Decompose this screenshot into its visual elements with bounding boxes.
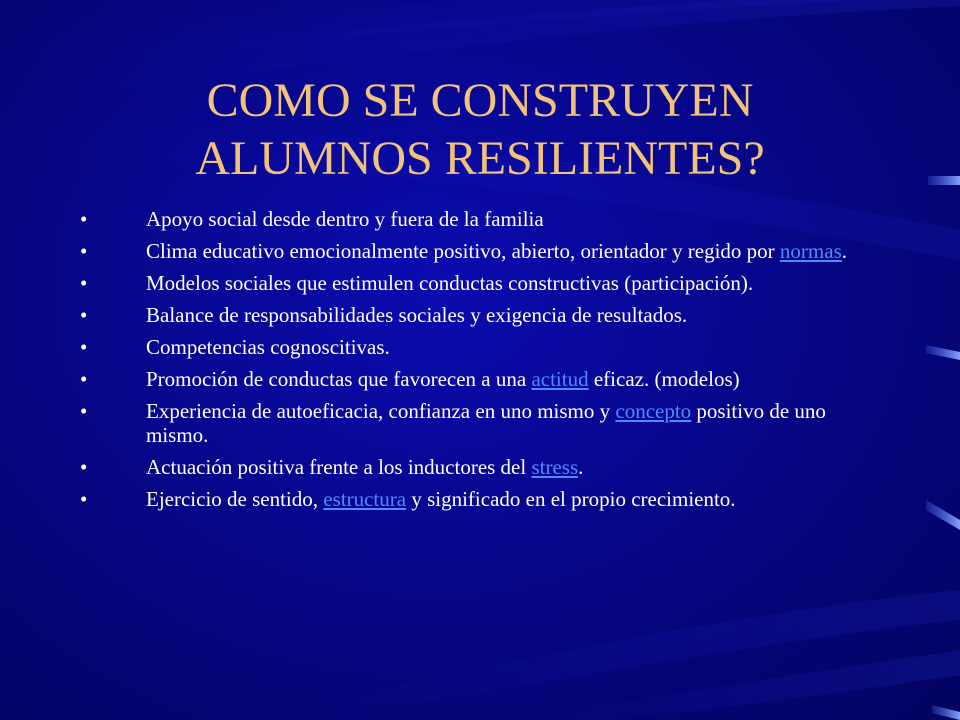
- bullet-marker: •: [80, 367, 88, 391]
- link-estructura[interactable]: estructura: [323, 487, 407, 511]
- bullet-text: positivo de uno mismo.: [146, 399, 826, 447]
- bullet-item: [80, 271, 870, 295]
- bullet-text: y significado en el propio crecimiento.: [406, 487, 736, 511]
- bullet-marker: •: [80, 455, 88, 479]
- link-normas[interactable]: normas: [779, 239, 842, 263]
- bullet-text: Actuación positiva frente a los inductores del: [146, 455, 532, 479]
- bullet-marker: •: [80, 207, 88, 231]
- bullet-item: [80, 207, 870, 231]
- bullet-marker: •: [80, 487, 88, 511]
- bullet-text: .: [578, 455, 584, 479]
- bullet-item: [80, 455, 870, 479]
- bullet-text: Modelos sociales que estimulen conductas constructivas (participación).: [146, 271, 754, 295]
- bullet-item: [80, 335, 870, 359]
- bullet-text: Promoción de conductas que favorecen a una: [146, 367, 532, 391]
- bullet-text: Competencias cognoscitivas.: [146, 335, 390, 359]
- bullet-text: eficaz. (modelos): [588, 367, 740, 391]
- bullet-item: [80, 239, 870, 263]
- link-stress[interactable]: stress: [531, 455, 579, 479]
- bullet-marker: •: [80, 271, 88, 295]
- slide-title: [60, 72, 900, 188]
- bullet-text: Balance de responsabilidades sociales y exigencia de resultados.: [146, 303, 688, 327]
- bullet-text: Clima educativo emocionalmente positivo, abierto, orientador y regido por: [146, 239, 780, 263]
- bullet-text: Experiencia de autoeficacia, confianza en uno mismo y: [146, 399, 616, 423]
- bullet-marker: •: [80, 239, 88, 263]
- bullet-item: [80, 303, 870, 327]
- bullet-text: Ejercicio de sentido,: [146, 487, 324, 511]
- bullet-item: [80, 399, 870, 447]
- bullet-item: [80, 487, 870, 511]
- bullet-marker: •: [80, 335, 88, 359]
- title-line-2: ALUMNOS RESILIENTES?: [195, 132, 765, 185]
- bullet-marker: •: [80, 399, 88, 423]
- bullet-text: .: [841, 239, 847, 263]
- bullet-marker: •: [80, 303, 88, 327]
- bullet-text: Apoyo social desde dentro y fuera de la familia: [146, 207, 544, 231]
- title-line-1: COMO SE CONSTRUYEN: [206, 74, 754, 127]
- bullet-list: [80, 207, 870, 519]
- bullet-item: [80, 367, 870, 391]
- link-concepto[interactable]: concepto: [615, 399, 692, 423]
- link-actitud[interactable]: actitud: [531, 367, 589, 391]
